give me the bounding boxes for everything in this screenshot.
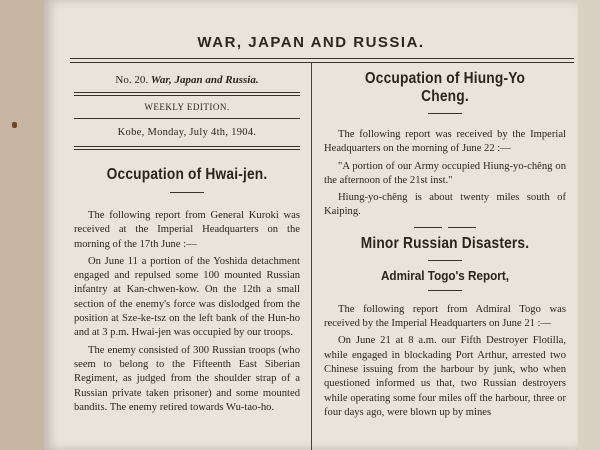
article-paragraph: On June 11 a portion of the Yoshida detachment engaged and repulsed some 100 mounted Russian infantry at Kan-chwen-kow. On the 12th a small section of the enemy's force was dislodged from the position at Sze-ke-tsz on the left bank of the Hun-ho and at 3 p.m. Hwai-jen was occupied by our troops. <box>74 255 300 339</box>
rule <box>74 92 300 96</box>
article-paragraph: Hiung-yo-chêng is about twenty miles south of Kaiping. <box>324 192 566 218</box>
headline-hwai-jen: Occupation of Hwai-jen. <box>106 166 268 183</box>
article-minor-russian-disasters <box>324 303 566 420</box>
masthead: WAR, JAPAN AND RUSSIA. <box>197 34 425 51</box>
rule <box>74 118 300 119</box>
left-column <box>74 62 300 415</box>
article-paragraph: The following report was received by the Imperial Headquarters on the morning of June 22 :— <box>324 129 566 155</box>
headline-minor-russian-disasters: Minor Russian Disasters. <box>360 234 530 252</box>
rule <box>74 146 300 150</box>
article-hwai-jen <box>74 209 300 415</box>
pin-mark <box>12 122 17 128</box>
column-divider <box>311 62 312 450</box>
short-rule <box>428 260 462 261</box>
background-right <box>578 0 600 450</box>
masthead-rule <box>70 58 574 59</box>
issue-number: No. 20. <box>115 74 149 86</box>
short-rule <box>428 290 462 291</box>
article-paragraph: The following report from Admiral Togo was received by the Imperial Headquarters on June 21 :— <box>324 303 566 330</box>
right-column <box>324 62 566 420</box>
subhead-togo-report: Admiral Togo's Report, <box>380 267 510 283</box>
article-paragraph: "A portion of our Army occupied Hiung-yo-chêng on the afternoon of the 21st inst." <box>324 160 566 186</box>
article-paragraph: The enemy consisted of 300 Russian troops (who seem to belong to the Fifteenth East Siberian Regiment, as judged from the shoulder strap of a Russian private taken prisoner) and some mounted bandits. The enemy retired towards Wu-tao-ho. <box>74 344 300 413</box>
article-hiung-yo-cheng <box>324 128 566 220</box>
headline-hiung-yo-cheng: Occupation of Hiung-Yo Cheng. <box>364 70 526 105</box>
short-rule <box>428 113 462 114</box>
article-paragraph: The following report from General Kuroki was received at the Imperial Headquarters on the morning of the 17th June :— <box>74 210 300 250</box>
twin-rules <box>324 227 566 228</box>
dateline: Kobe, Monday, July 4th, 1904. <box>117 127 257 138</box>
article-paragraph: On June 21 at 8 a.m. our Fifth Destroyer Flotilla, while engaged in blockading Port Arthur, arrested two Chinese issuing from the harbour by junk, who when questioned informed us that, two Russian destroyers while operating some four miles off the harbour, three or four days ago, were blown up by mines <box>324 335 566 418</box>
short-rule <box>170 192 204 193</box>
background-left <box>0 0 44 450</box>
edition-label: WEEKLY EDITION. <box>144 102 230 112</box>
issue-title: War, Japan and Russia. <box>150 74 259 86</box>
newspaper-page <box>44 0 578 450</box>
issue-line <box>74 74 300 86</box>
